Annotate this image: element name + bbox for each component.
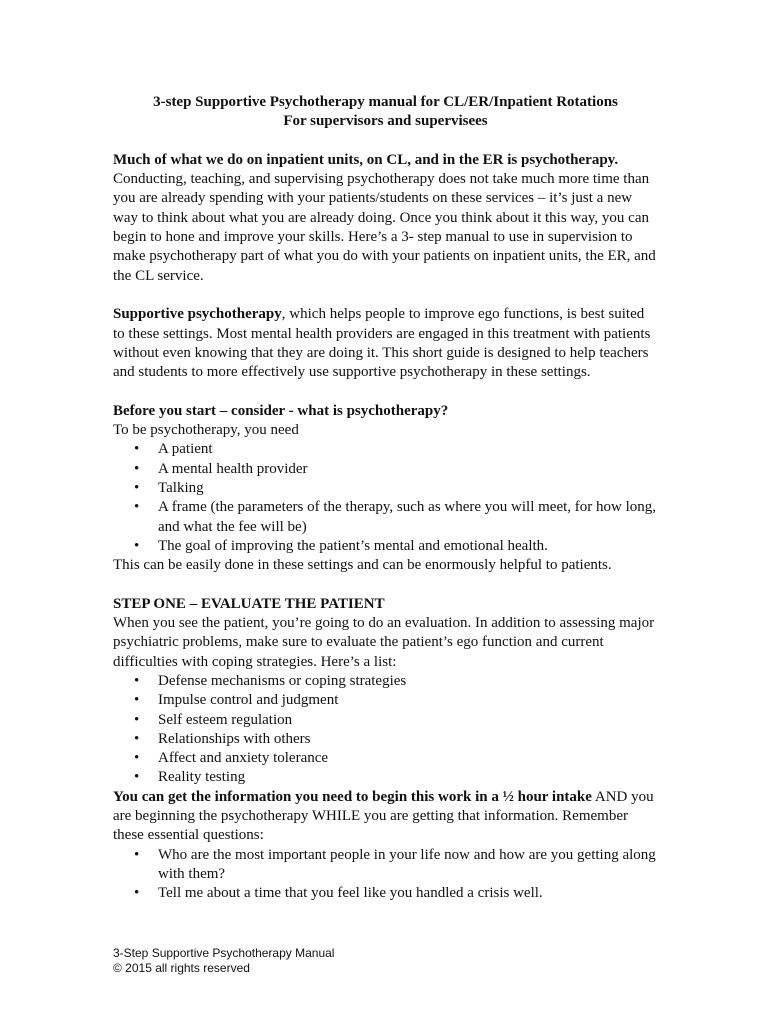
step-one-bold-lead: You can get the information you need to begin this work in a ½ hour intake — [113, 788, 592, 805]
list-item: • A mental health provider — [158, 460, 658, 479]
step-one-heading-text: STEP ONE – EVALUATE THE PATIENT — [113, 595, 385, 612]
list-item: • Relationships with others — [158, 730, 658, 749]
document-title: 3-step Supportive Psychotherapy manual for CL/ER/Inpatient Rotations — [153, 94, 618, 110]
list-item: • Impulse control and judgment — [158, 691, 658, 710]
list-item: • Affect and anxiety tolerance — [158, 749, 658, 768]
intro-paragraph — [113, 151, 658, 286]
list-item: • Tell me about a time that you feel like you handled a crisis well. — [158, 884, 658, 903]
before-outro: This can be easily done in these settings and can be enormously helpful to patients. — [113, 557, 612, 574]
list-item: • Who are the most important people in your life now and how are you getting along with them? — [158, 846, 658, 885]
supportive-body: , which helps people to improve ego functions, is best suited to these settings. Most mental health providers are engaged in this treatment with patients without even knowing that they are doing it. This short guide is designed to help teachers and students to more effectively use supportive psychotherapy in these settings. — [113, 306, 651, 381]
document-body — [113, 93, 658, 903]
step-one-body: AND you are beginning the psychotherapy WHILE you are getting that information. Remember these essential questions: — [113, 788, 654, 844]
intro-body: Conducting, teaching, and supervising psychotherapy does not take much more time than you are already spending with your patients/students on these services – it’s just a new way to think about what you are already doing. Once you think about it this way, you can begin to hone and improve your skills. Here’s a 3- step manual to use in supervision to make psychotherapy part of what you do with your patients on inpatient units, the ER, and the CL service. — [113, 171, 656, 284]
footer-copyright: © 2015 all rights reserved — [113, 961, 250, 975]
step-one-list — [113, 672, 658, 788]
before-intro: To be psychotherapy, you need — [113, 422, 299, 439]
supportive-bold-lead: Supportive psychotherapy — [113, 306, 282, 323]
list-item: • Defense mechanisms or coping strategies — [158, 672, 658, 691]
document-subtitle: For supervisors and supervisees — [283, 113, 488, 130]
list-item: • The goal of improving the patient’s mental and emotional health. — [158, 537, 658, 556]
before-heading-text: Before you start – consider - what is psychotherapy? — [113, 402, 449, 419]
step-one-paragraph — [113, 788, 658, 846]
list-item: • Talking — [158, 479, 658, 498]
before-list — [113, 440, 658, 556]
before-heading — [113, 402, 658, 421]
intro-bold-lead: Much of what we do on inpatient units, on CL, and in the ER is psychotherapy. — [113, 151, 619, 168]
step-one-intro: When you see the patient, you’re going to do an evaluation. In addition to assessing major psychiatric problems, make sure to evaluate the patient’s ego function and current difficulties with coping strategies. Here’s a list: — [113, 615, 655, 670]
list-item: • Self esteem regulation — [158, 711, 658, 730]
list-item: • Reality testing — [158, 768, 658, 787]
supportive-paragraph — [113, 305, 658, 382]
questions-list — [113, 846, 658, 904]
list-item: • A patient — [158, 440, 658, 459]
step-one-heading — [113, 595, 658, 614]
footer-title: 3-Step Supportive Psychotherapy Manual — [113, 946, 335, 960]
list-item: • A frame (the parameters of the therapy, such as where you will meet, for how long, and what the fee will be) — [158, 498, 658, 537]
page-footer — [113, 946, 334, 976]
